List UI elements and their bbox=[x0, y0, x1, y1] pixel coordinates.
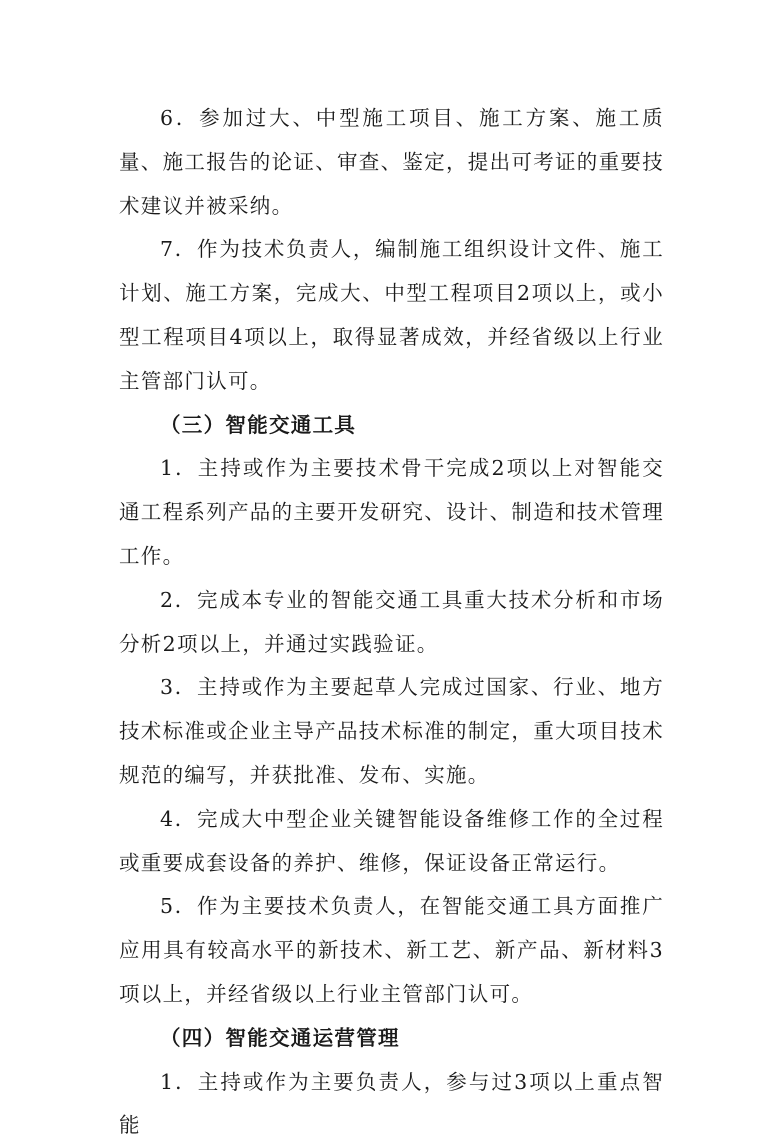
paragraph-item-6: 6．参加过大、中型施工项目、施工方案、施工质量、施工报告的论证、审查、鉴定，提出可考证的重要技术建议并被采纳。 bbox=[119, 106, 664, 218]
paragraph-item-5: 5．作为主要技术负责人，在智能交通工具方面推广应用具有较高水平的新技术、新工艺、新产品、新材料3项以上，并经省级以上行业主管部门认可。 bbox=[119, 894, 664, 1006]
paragraph-item-4: 4．完成大中型企业关键智能设备维修工作的全过程或重要成套设备的养护、维修，保证设备正常运行。 bbox=[119, 806, 664, 875]
document-body bbox=[119, 97, 664, 1148]
paragraph-item-1-operations: 1．主持或作为主要负责人，参与过3项以上重点智能 bbox=[119, 1069, 664, 1138]
section-heading-intelligent-transport-vehicles: （三）智能交通工具 bbox=[160, 412, 357, 437]
section-heading-intelligent-transport-operations: （四）智能交通运营管理 bbox=[160, 1025, 400, 1050]
paragraph-item-1: 1．主持或作为主要技术骨干完成2项以上对智能交通工程系列产品的主要开发研究、设计、制造和技术管理工作。 bbox=[119, 456, 664, 568]
paragraph-item-2: 2．完成本专业的智能交通工具重大技术分析和市场分析2项以上，并通过实践验证。 bbox=[119, 587, 664, 656]
paragraph-item-3: 3．主持或作为主要起草人完成过国家、行业、地方技术标准或企业主导产品技术标准的制定，重大项目技术规范的编写，并获批准、发布、实施。 bbox=[119, 675, 664, 787]
paragraph-item-7: 7．作为技术负责人，编制施工组织设计文件、施工计划、施工方案，完成大、中型工程项目2项以上，或小型工程项目4项以上，取得显著成效，并经省级以上行业主管部门认可。 bbox=[119, 237, 664, 393]
